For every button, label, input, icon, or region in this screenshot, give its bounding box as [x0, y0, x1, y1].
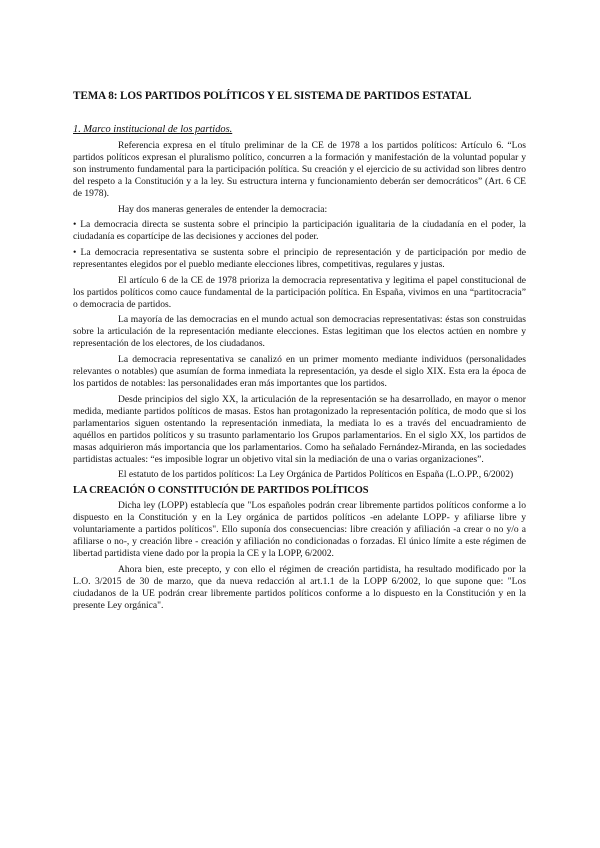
paragraph-lopp: Dicha ley (LOPP) establecía que "Los españoles podrán crear libremente partidos políticos conforme a lo dispuesto en la Constitución y en la Ley orgánica de partidos políticos -en adelante LOPP- y afiliarse libre y voluntariamente a partidos políticos". Ello suponía dos consecuencias: libre creación y afiliación -a crear o no y/o a afiliarse o no-, y creación libre - creación y afiliación no condicionadas o forzadas. El único límite a este régimen de libertad partidista viene dado por la propia la CE y la LOPP, 6/2002.: [73, 500, 526, 560]
bullet-representative-democracy: • La democracia representativa se sustenta sobre el principio de representación y de participación por medio de representantes elegidos por el pueblo mediante elecciones libres, competitivas, regulares y justas.: [73, 246, 526, 271]
document-body: [73, 140, 526, 616]
section-heading: 1. Marco institucional de los partidos.: [73, 124, 233, 135]
paragraph-party-statute: El estatuto de los partidos políticos: La Ley Orgánica de Partidos Políticos en España (L.O.PP., 6/2002): [118, 469, 514, 481]
paragraph-representative-democracies: La mayoría de las democracias en el mundo actual son democracias representativas: éstas son construidas sobre la articulación de la representación mediante elecciones. Estas legitiman que los electos actúen en nombre y representación de los electores, de los ciudadanos.: [73, 314, 526, 350]
paragraph-mass-parties: Desde principios del siglo XX, la articulación de la representación se ha desarrollado, en mayor o menor medida, mediante partidos políticos de masas. Estos han protagonizado la representación política, de modo que si los parlamentarios siguen ostentando la representación inmediata, la mediata lo es a través del encuadramiento de aquéllos en partidos políticos y su trasunto parlamentario los Grupos parlamentarios. En el siglo XX, los partidos de masas adquirieron más importancia que los parlamentarios. Como ha señalado Fernández-Miranda, en las sociedades partidistas actuales: “es imposible lograr un objetivo vital sin la mediación de una o varias organizaciones”.: [73, 393, 526, 465]
page-title: TEMA 8: LOS PARTIDOS POLÍTICOS Y EL SISTEMA DE PARTIDOS ESTATAL: [73, 90, 472, 102]
subsection-heading: LA CREACIÓN O CONSTITUCIÓN DE PARTIDOS POLÍTICOS: [73, 484, 369, 496]
paragraph-lo-2015: Ahora bien, este precepto, y con ello el régimen de creación partidista, ha resultado modificado por la L.O. 3/2015 de 30 de marzo, que da nueva redacción al art.1.1 de la LOPP 6/2002, lo que supone que: "Los ciudadanos de la UE podrán crear libremente partidos políticos conforme a lo dispuesto en la Constitución y en la presente Ley orgánica".: [73, 563, 526, 612]
paragraph-article-6-priority: El artículo 6 de la CE de 1978 prioriza la democracia representativa y legitima el papel constitucional de los partidos políticos como cauce fundamental de la participación política. En España, vivimos en una “partitocracia” o democracia de partidos.: [73, 274, 526, 310]
bullet-direct-democracy: • La democracia directa se sustenta sobre el principio la participación igualitaria de la ciudadanía en el poder, la ciudadanía es copartícipe de las decisiones y acciones del poder.: [73, 219, 526, 243]
paragraph-article-6: Referencia expresa en el título preliminar de la CE de 1978 a los partidos políticos: Artículo 6. “Los partidos políticos expresan el pluralismo político, concurren a la formación y manifestación de la voluntad popular y son instrumento fundamental para la participación política. Su creación y el ejercicio de su actividad son libres dentro del respeto a la Constitución y a la ley. Su estructura interna y funcionamiento deberán ser democráticos” (Art. 6 CE de 1978).: [73, 140, 526, 200]
paragraph-notables: La democracia representativa se canalizó en un primer momento mediante individuos (personalidades relevantes o notables) que asumían de forma inmediata la representación, ya desde el siglo XIX. Esta era la época de los partidos de notables: las personalidades eran más importantes que los partidos.: [73, 353, 526, 390]
paragraph-democracy-types: Hay dos maneras generales de entender la democracia:: [118, 203, 328, 215]
